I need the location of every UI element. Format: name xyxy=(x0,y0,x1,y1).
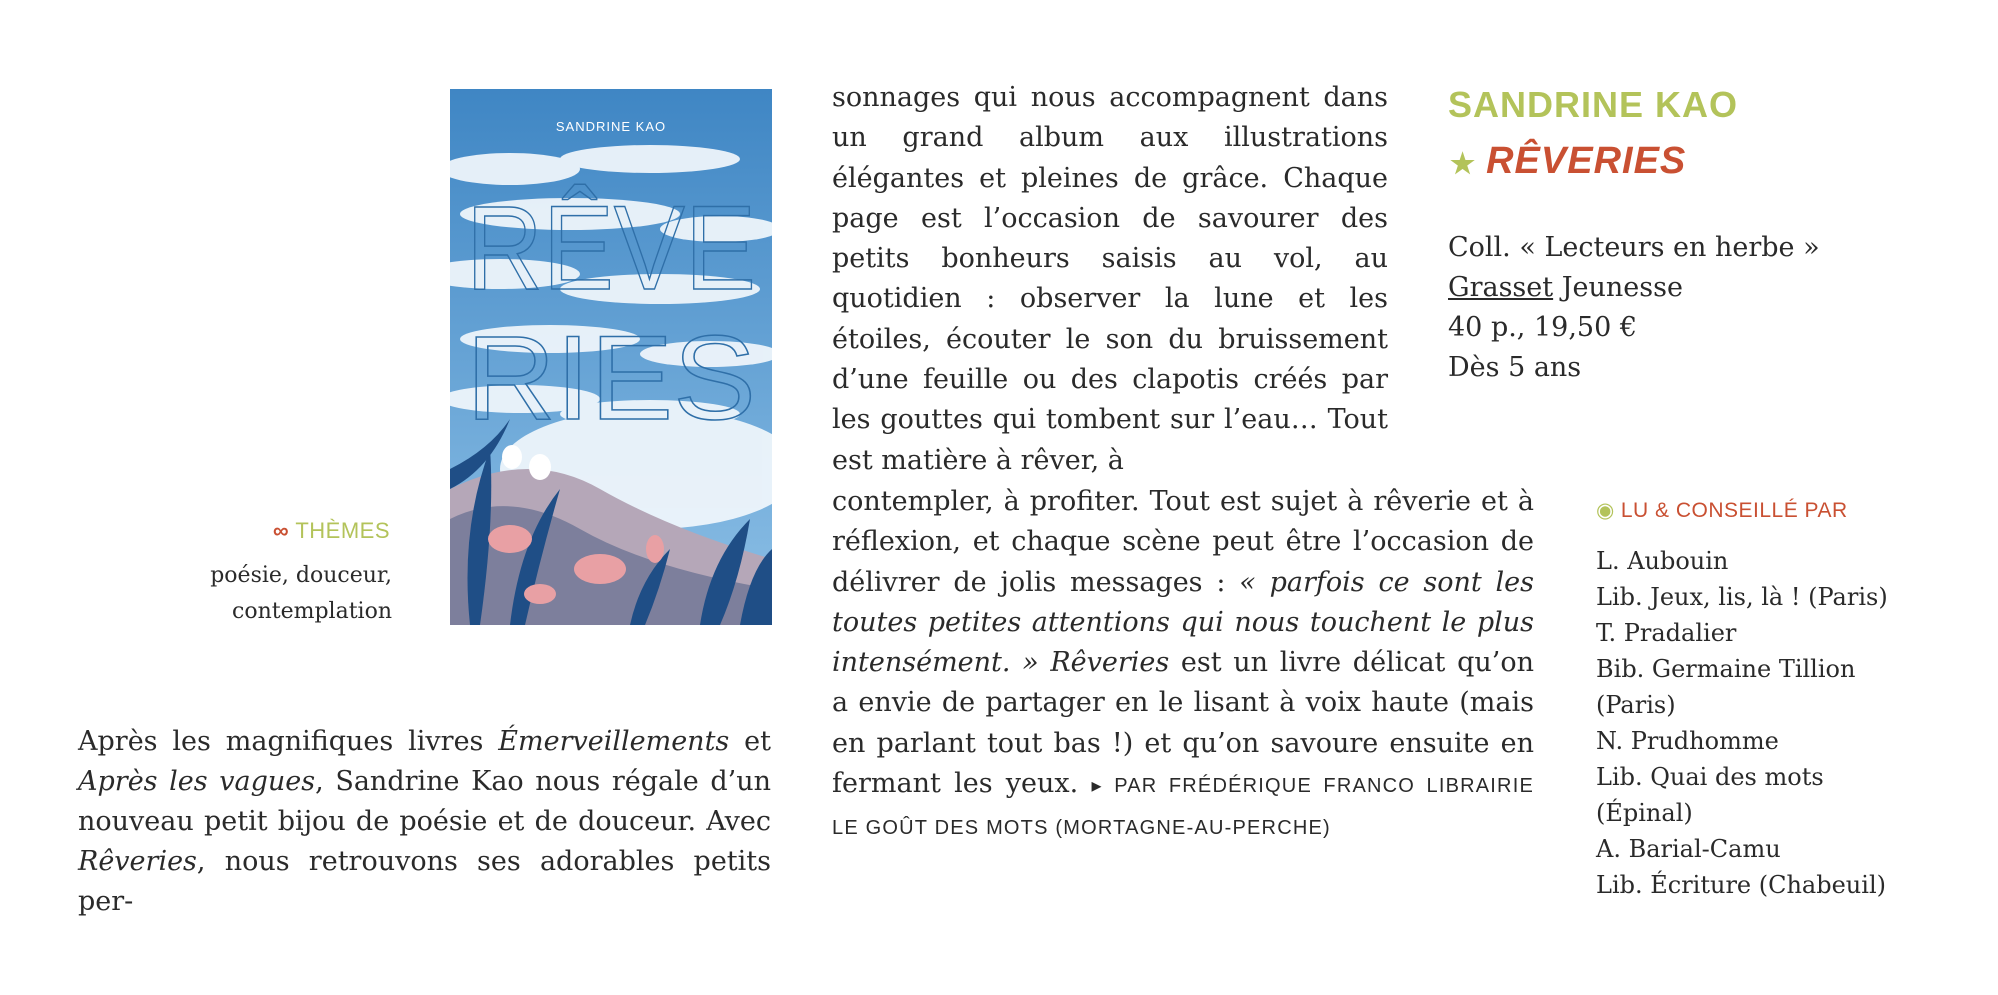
theme-line: poésie, douceur, xyxy=(210,563,392,588)
cover-title-line2: RIES xyxy=(466,311,756,445)
book-ref-reveries: Rêveries xyxy=(78,846,197,877)
list-item: T. Pradalier xyxy=(1596,619,1737,647)
review-left-column xyxy=(78,722,771,922)
book-cover xyxy=(450,89,772,625)
book-ref-reveries: Rêveries xyxy=(1050,647,1170,679)
book-ref-apres-les-vagues: Après les vagues xyxy=(78,766,316,797)
list-item: (Épinal) xyxy=(1596,799,1693,827)
list-item: Lib. Écriture (Chabeuil) xyxy=(1596,871,1886,899)
book-meta xyxy=(1448,228,1820,388)
themes-heading-label: THÈMES xyxy=(295,518,390,543)
review-text: Après les magnifiques livres xyxy=(78,726,499,757)
review-text: contempler, à profiter. Tout est sujet à rêverie et à réflexion, et chaque scène peut être l’occasion de délivrer de jolis messages : xyxy=(832,486,1534,598)
review-byline: ▸ PAR FRÉDÉRIQUE FRANCO LIBRAIRIE LE GOÛT DES MOTS (MORTAGNE-AU-PERCHE) xyxy=(832,775,1534,840)
eye-icon: ◉ xyxy=(1596,499,1615,522)
list-item: N. Prudhomme xyxy=(1596,727,1779,755)
list-item: (Paris) xyxy=(1596,691,1676,719)
conseille-heading-label: LU & CONSEILLÉ PAR xyxy=(1620,499,1848,522)
conseille-list xyxy=(1596,543,1976,903)
book-ref-emerveillements: Émerveillements xyxy=(498,726,730,757)
book-pages-price: 40 p., 19,50 € xyxy=(1448,312,1638,343)
cover-author: SANDRINE KAO xyxy=(555,119,667,134)
list-item: A. Barial-Camu xyxy=(1596,835,1781,863)
conseille-heading xyxy=(1596,498,1848,523)
list-item: Bib. Germaine Tillion xyxy=(1596,655,1856,683)
review-text: , Sandrine Kao nous régale d’un nouveau petit bijou de poésie et de douceur. Avec xyxy=(78,766,771,837)
book-title-row xyxy=(1450,140,1686,183)
review-text: , nous retrouvons ses adorables petits per- xyxy=(78,846,771,917)
publisher-link[interactable]: Grasset xyxy=(1448,272,1554,303)
cover-title-line1: RÊVE xyxy=(466,181,756,315)
review-middle-top xyxy=(832,78,1388,481)
book-collection: Coll. « Lecteurs en herbe » xyxy=(1448,232,1820,263)
book-title: RÊVERIES xyxy=(1486,140,1687,182)
review-text: est un livre délicat qu’on a envie de partager en le lisant à voix haute (mais en parlant tout bas !) et qu’on savoure ensuite en fermant les yeux. xyxy=(832,647,1534,800)
book-author: SANDRINE KAO xyxy=(1448,84,1739,125)
themes-heading xyxy=(230,518,390,544)
themes-list xyxy=(170,558,392,630)
book-publisher: Grasset Jeunesse xyxy=(1448,272,1683,303)
theme-line: contemplation xyxy=(232,599,392,624)
list-item: Lib. Jeux, lis, là ! (Paris) xyxy=(1596,583,1888,611)
infinity-icon: ∞ xyxy=(272,518,290,543)
review-text: et xyxy=(729,726,771,757)
list-item: L. Aubouin xyxy=(1596,547,1729,575)
book-age: Dès 5 ans xyxy=(1448,352,1582,383)
review-text: sonnages qui nous accompagnent dans un grand album aux illustrations élégantes et pleines de grâce. Chaque page est l’occasion de savourer des petits bonheurs saisis au vol, au quotidien : observer la lune et les étoiles, écouter le son du bruissement d’une feuille ou des clapotis créés par les gouttes qui tombent sur l’eau… Tout est matière à rêver, à xyxy=(832,82,1388,476)
list-item: Lib. Quai des mots xyxy=(1596,763,1824,791)
review-middle-bottom xyxy=(832,482,1534,849)
star-icon: ★ xyxy=(1450,148,1477,179)
review-quote: « parfois ce sont les toutes petites attentions qui nous touchent le plus intensément. » xyxy=(832,566,1535,679)
